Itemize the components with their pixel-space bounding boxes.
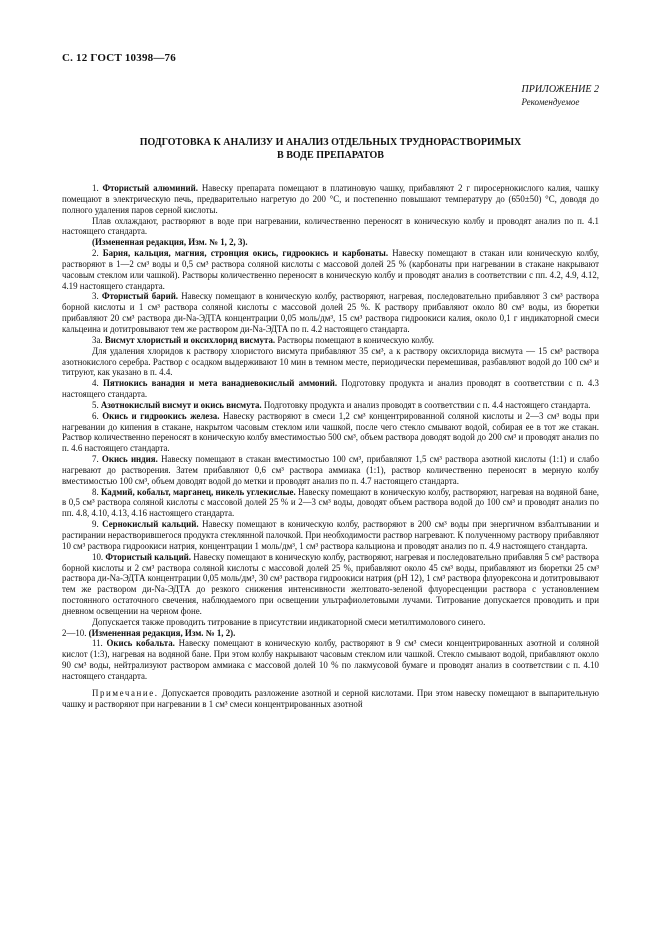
section-9 [62, 519, 599, 552]
section-text: Навеску растворяют в смеси 1,2 см³ концентрированной соляной кислоты и 2—3 см³ воды при нагревании до кипения в стакане, накрытом часовым стеклом или чашкой, после чего стекло смывают водой, собирая ее в тот же стакан. Раствор количественно переносят в коническую колбу вместимостью 500 см³, объем раствора доводят водой до 200 см³ и проводят анализ по п. 4.6 настоящего стандарта. [62, 410, 600, 454]
amendment-note: (Измененная редакция, Изм. № 1, 2, 3). [92, 237, 248, 248]
section-text: Навеску помещают в стакан вместимостью 100 см³, прибавляют 1,5 см³ раствора азотной кислоты (1:1) и слабо нагревают до растворения. Затем прибавляют 0,6 см³ раствора аммиака (1:1), раствор количественно переносят в мерную колбу вместимостью 100 см³, объем доводят водой до метки и проводят анализ по п. 4.7 настоящего стандарта. [62, 454, 600, 486]
appendix-label: ПРИЛОЖЕНИЕ 2 [521, 84, 599, 95]
page-label: С. 12 ГОСТ 10398—76 [62, 52, 176, 64]
document-body [62, 183, 599, 710]
section-11 [62, 638, 599, 681]
section-3a [62, 335, 599, 346]
section-text: Растворы помещают в коническую колбу. [277, 334, 434, 345]
section-number: 4. [92, 378, 99, 389]
amendment-note: (Измененная редакция, Изм. № 1, 2). [88, 627, 236, 638]
section-number: 11. [92, 638, 103, 649]
section-1-amendment [62, 237, 599, 248]
appendix-label-block [522, 84, 600, 108]
section-text: Подготовку продукта и анализ проводят в соответствии с п. 4.3 настоящего стандарта. [62, 378, 599, 400]
section-1-paragraph-2: Плав охлаждают, растворяют в воде при нагревании, количественно переносят в коническую колбу и проводят анализ по п. 4.1 настоящего стандарта. [62, 215, 599, 237]
section-text: Навеску препарата помещают в платиновую чашку, прибавляют 2 г пиросернокислого калия, чашку помещают в электрическую печь, предварительно нагретую до 200 °С, и постепенно повышают температуру до (650±50) °С, доводя до полного удаления паров серной кислоты. [62, 183, 600, 215]
section-heading: Сернокислый кальций. [102, 519, 199, 530]
appendix-status: Рекомендуемое [521, 97, 580, 107]
section-heading: Кадмий, кобальт, марганец, никель углекислые. [100, 486, 296, 497]
section-heading: Окись индия. [101, 454, 158, 465]
note-paragraph [62, 688, 599, 710]
section-10 [62, 552, 599, 617]
title-line-2: В ВОДЕ ПРЕПАРАТОВ [277, 150, 384, 161]
page-header [62, 52, 176, 64]
section-text: Навеску помещают в коническую колбу, растворяют, нагревая на водяной бане, в 0,5 см³ раствора соляной кислоты с массовой долей 25 % и 2—3 см³ воды, доводят объем раствора водой до 100 см³ и проводят анализ по пп. 4.8, 4.10, 4.13, 4.16 настоящего стандарта. [62, 486, 599, 519]
section-text: Навеску помещают в коническую колбу, растворяют, нагревая, последовательно прибавляют 3 см³ раствора борной кислоты и 1 см³ раствора соляной кислоты с массовой долей 25 %. К раствору прибавляют около 80 см³ воды, из бюретки прибавляют 20 см³ раствора ди-Na-ЭДТА концентрации 0,05 моль/дм³, 15 см³ раствора гидроокиси калия, около 0,1 г индикаторной смеси кальцеина и дотитровывают тем же раствором ди-Na-ЭДТА по п. 4.2 настоящего стандарта. [62, 291, 600, 334]
section-3a-paragraph-2: Для удаления хлоридов к раствору хлористого висмута прибавляют 35 см³, а к раствору оксихлорида висмута — 15 см³ раствора азотнокислого серебра. Раствор с осадком выдерживают 10 мин в темном месте, периодически перемешивая, разбавляют водой до 100 см³ и титруют, как указано в п. 4.4. [62, 345, 599, 378]
section-text: Навеску помещают в коническую колбу, растворяют, нагревая и последовательно прибавляя 5 см³ раствора борной кислоты и 2 см³ раствора соляной кислоты с массовой долей 25 %, прибавляют около 45 см³ воды, прибавляют из бюретки 25 см³ раствора ди-Na-ЭДТА концентрации 0,05 моль/дм³, 30 см³ раствора гидроокиси натрия (рН 12), 1 см³ раствора флуорексона и дотитровывают тем же раствором ди-Na-ЭДТА до резкого снижения интенсивности желтовато-зеленой флуоресценции раствора с установлением постоянного остаточного свечения, наблюдаемого при освещении ультрафиолетовыми лучами. Титрование допускается проводить и при дневном освещении на черном фоне. [62, 551, 599, 616]
section-7 [62, 454, 599, 487]
section-heading: Окись кобальта. [106, 638, 175, 649]
section-heading: Висмут хлористый и оксихлорид висмута. [104, 334, 276, 345]
section-text: Навеску помещают в коническую колбу, растворяют в 9 см³ смеси концентрированных азотной и соляной кислот (1:3), нагревая на водяной бане. При этом колбу накрывают часовым стеклом или чашкой. Стекло смывают водой, прибавляют около 90 см³ воды, нейтрализуют раствором аммиака с массовой долей 10 % по лакмусовой бумаге и проводят анализ в соответствии с п. 4.10 настоящего стандарта. [62, 638, 599, 681]
section-5 [62, 400, 599, 411]
section-number: 3. [92, 291, 99, 302]
section-number: 2. [92, 248, 99, 259]
note-label: Примечание. [92, 687, 159, 698]
section-number: 10. [92, 551, 104, 562]
note-text: Допускается проводить разложение азотной и серной кислотами. При этом навеску помещают в выпарительную чашку и растворяют при нагревании в 1 см³ смеси концентрированных азотной [62, 687, 600, 709]
section-10-paragraph-2: Допускается также проводить титрование в присутствии индикаторной смеси метилтимолового синего. [92, 616, 486, 627]
section-number: 8. [92, 486, 99, 497]
section-text: Навеску помещают в стакан или коническую колбу, растворяют в 1—2 см³ воды и 0,5 см³ раствора соляной кислоты с массовой долей 25 % (карбонаты при нагревании в стакане накрывают часовым стеклом или чашкой). Растворы количественно переносят в коническую колбу и проводят анализ в соответствии с пп. 4.2, 4.9, 4.12, 4.19 настоящего стандарта. [62, 248, 599, 291]
section-heading: Пятиокись ванадия и мета ванадиевокислый аммоний. [102, 378, 338, 389]
section-number: 5. [92, 399, 99, 410]
document-title [62, 136, 599, 162]
section-10-amendment [62, 628, 599, 639]
section-text: Подготовку продукта и анализ проводят в соответствии с п. 4.4 настоящего стандарта. [263, 399, 591, 410]
section-number: 9. [92, 519, 99, 530]
section-8 [62, 487, 599, 520]
section-number: 1. [92, 183, 99, 193]
title-line-1: ПОДГОТОВКА К АНАЛИЗУ И АНАЛИЗ ОТДЕЛЬНЫХ ТРУДНОРАСТВОРИМЫХ [139, 137, 522, 148]
section-3 [62, 291, 599, 334]
amendment-range: 2—10. [62, 627, 87, 638]
section-heading: Окись и гидроокись железа. [102, 410, 220, 421]
section-number: 6. [92, 410, 99, 421]
section-text: Навеску помещают в коническую колбу, растворяют в 200 см³ воды при энергичном взбалтывании и растирании нерастворившегося продукта стеклянной палочкой. При необходимости раствор нагревают. К полученному раствору прибавляют 10 см³ раствора гидроокиси натрия, концентрации 1 моль/дм³, 1 см³ раствора кальциона и проводят анализ по п. 4.9 настоящего стандарта. [62, 519, 600, 551]
section-heading: Азотнокислый висмут и окись висмута. [100, 399, 262, 410]
section-heading: Фтористый алюминий. [102, 183, 198, 193]
section-heading: Фтористый кальций. [105, 551, 192, 562]
section-1 [62, 183, 599, 216]
section-heading: Фтористый барий. [101, 291, 179, 302]
section-number: 7. [92, 454, 99, 465]
section-2 [62, 248, 599, 291]
section-number: 3а. [92, 334, 103, 345]
section-heading: Бария, кальция, магния, стронция окись, гидроокись и карбонаты. [102, 248, 389, 259]
section-6 [62, 411, 599, 454]
section-4 [62, 378, 599, 400]
